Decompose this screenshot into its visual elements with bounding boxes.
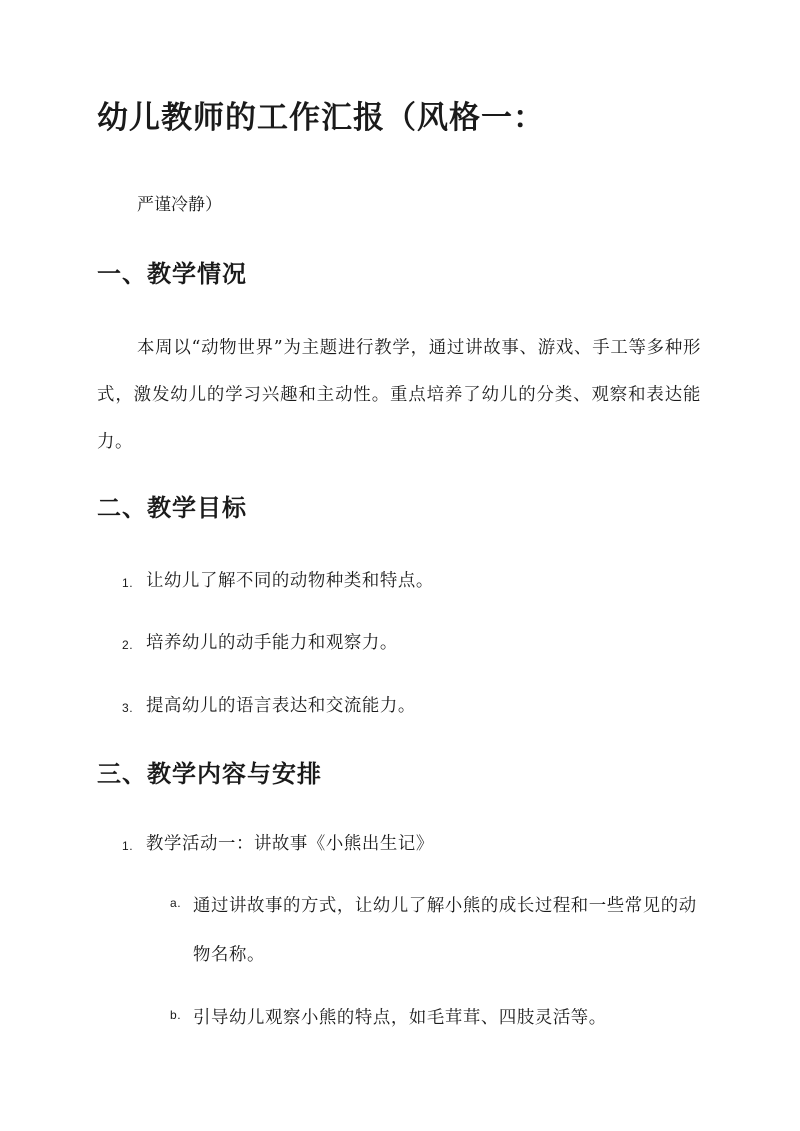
section-heading-teaching-content: 三、教学内容与安排 [97,759,322,788]
sub-list-item-text: 通过讲故事的方式，让幼儿了解小熊的成长过程和一些常见的动物名称。 [193,896,697,965]
section-heading-teaching-status: 一、教学情况 [97,259,247,288]
document-subtitle: 严谨冷静） [137,195,222,215]
list-item-text: 让幼儿了解不同的动物种类和特点。 [146,571,434,591]
list-item-text: 教学活动一：讲故事《小熊出生记》 [146,834,434,854]
list-item-number: 1. [122,576,134,590]
section-paragraph-teaching-status: 本周以“动物世界”为主题进行教学，通过讲故事、游戏、手工等多种形式，激发幼儿的学习兴趣和主动性。重点培养了幼儿的分类、观察和表达能力。 [97,338,701,452]
list-item-number: 3. [122,701,134,715]
sub-list-item-letter: b. [170,1008,182,1022]
list-item-text: 提高幼儿的语言表达和交流能力。 [146,696,416,716]
list-item-number: 1. [122,839,134,853]
section-heading-teaching-goals: 二、教学目标 [97,493,247,522]
sub-list-item-letter: a. [170,896,182,910]
document-title: 幼儿教师的工作汇报（风格一： [97,100,545,136]
sub-list-item-text: 引导幼儿观察小熊的特点，如毛茸茸、四肢灵活等。 [193,1008,607,1028]
list-item-number: 2. [122,638,134,652]
list-item-text: 培养幼儿的动手能力和观察力。 [146,633,398,653]
